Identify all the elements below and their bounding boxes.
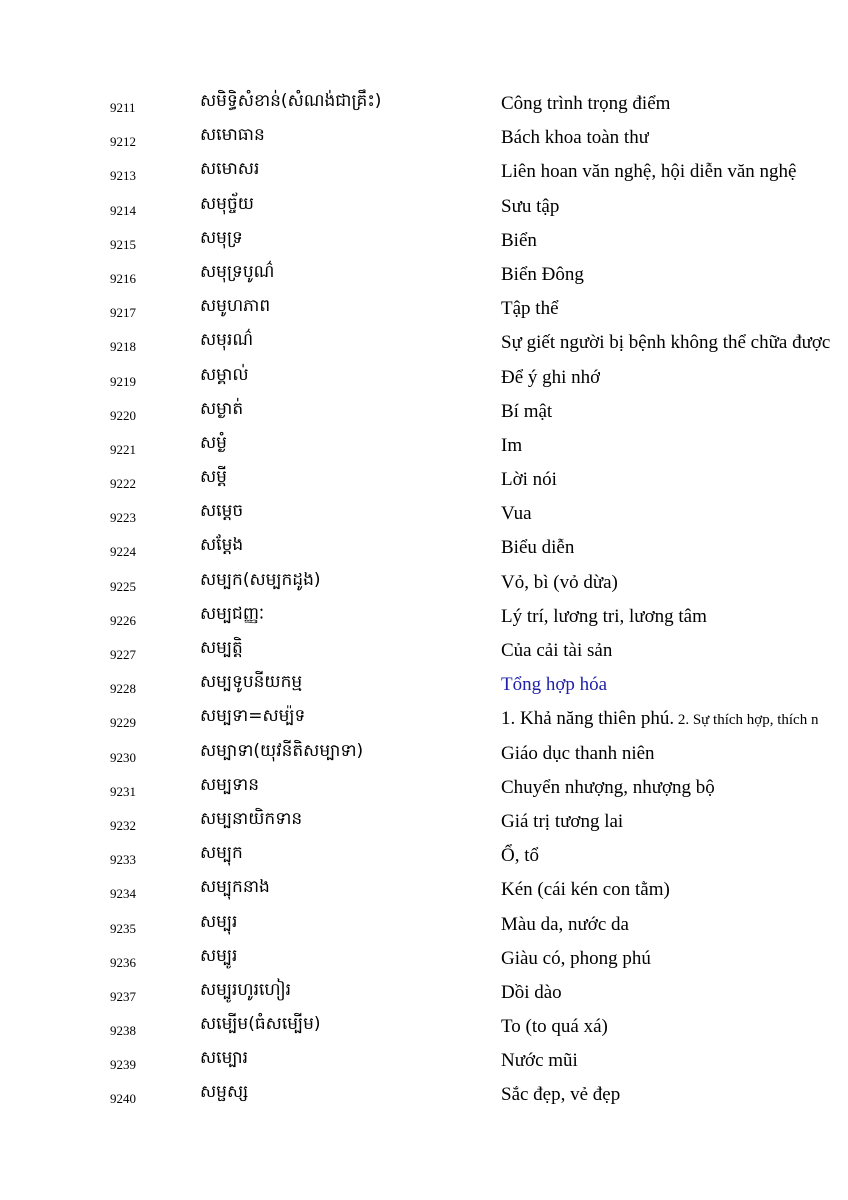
dictionary-entry [0, 325, 848, 359]
entry-number: 9232 [110, 817, 136, 833]
dictionary-entry [0, 189, 848, 223]
translation-text: Tổng hợp hóa [501, 674, 608, 696]
khmer-term: សម្បើម(ធំសម្បើម) [200, 1014, 321, 1035]
dictionary-entry [0, 907, 848, 941]
translation-text: Kén (cái kén con tằm) [501, 879, 670, 901]
khmer-term: សម្ដេច [200, 501, 244, 522]
entry-number: 9225 [110, 578, 136, 594]
khmer-term: សម្ងំ [200, 432, 227, 453]
translation-text: Sắc đẹp, vẻ đẹp [501, 1084, 621, 1106]
dictionary-entry [0, 872, 848, 906]
translation-text: Lý trí, lương tri, lương tâm [501, 605, 707, 627]
translation-text: Chuyển nhượng, nhượng bộ [501, 776, 715, 798]
entry-number: 9220 [110, 407, 136, 423]
vietnamese-translation [501, 434, 522, 458]
translation-text: Im [501, 434, 523, 456]
entry-number: 9213 [110, 168, 136, 184]
dictionary-entry [0, 394, 848, 428]
translation-text: Công trình trọng điểm [501, 93, 671, 114]
vietnamese-translation [501, 776, 715, 800]
entry-number: 9211 [110, 100, 136, 115]
translation-text: 1. Khả năng thiên phú. [501, 708, 675, 730]
khmer-term: សម្បូរហូរហៀរ [200, 979, 292, 1000]
vietnamese-translation [501, 981, 562, 1005]
translation-text: Dồi dào [501, 981, 562, 1003]
entry-number: 9228 [110, 681, 136, 697]
vietnamese-translation [501, 536, 574, 560]
entry-number: 9229 [110, 715, 136, 731]
translation-text: Vua [501, 503, 532, 525]
translation-continuation: 2. Sự thích hợp, thích n [674, 712, 819, 729]
entry-number: 9235 [110, 920, 136, 936]
khmer-term: សម្បក(សម្បកដូង) [200, 569, 321, 590]
entry-number: 9234 [110, 886, 136, 902]
khmer-term: សម្ផស្ស [200, 1082, 249, 1103]
khmer-term: សមិទ្ធិសំខាន់(សំណង់ជាគ្រឹះ) [200, 91, 382, 111]
dictionary-entry [0, 291, 848, 325]
dictionary-entry [0, 667, 848, 701]
vietnamese-translation [501, 331, 830, 355]
entry-number: 9222 [110, 476, 136, 492]
translation-text: Biển Đông [501, 263, 584, 285]
entry-number: 9212 [110, 134, 136, 150]
khmer-term: សម្បជញ្ញៈ [200, 603, 265, 624]
translation-text: Vỏ, bì (vỏ dừa) [501, 571, 618, 593]
vietnamese-translation [501, 1015, 608, 1039]
translation-text: To (to quá xá) [501, 1016, 608, 1038]
translation-text: Lời nói [501, 469, 557, 491]
entry-number: 9216 [110, 270, 136, 286]
dictionary-entry [0, 736, 848, 770]
khmer-term: សមោធាន [200, 125, 265, 146]
entry-number: 9226 [110, 612, 136, 628]
vietnamese-translation [501, 605, 707, 629]
dictionary-entry [0, 223, 848, 257]
dictionary-entry [0, 941, 848, 975]
dictionary-entry [0, 770, 848, 804]
translation-text: Giáo dục thanh niên [501, 742, 655, 764]
translation-text: Màu da, nước da [501, 913, 629, 935]
entry-number: 9236 [110, 954, 136, 970]
entry-number: 9217 [110, 305, 136, 321]
khmer-term: សមុច្ច័យ [200, 193, 254, 214]
vietnamese-translation [501, 639, 612, 663]
khmer-term: សម្បទូបនីយកម្ម [200, 672, 303, 693]
dictionary-entry [0, 599, 848, 633]
dictionary-entry [0, 257, 848, 291]
vietnamese-translation [501, 878, 670, 902]
entry-number: 9223 [110, 510, 136, 526]
vietnamese-translation [501, 947, 651, 971]
entry-number: 9239 [110, 1057, 136, 1073]
vietnamese-translation [501, 92, 670, 116]
translation-text: Liên hoan văn nghệ, hội diễn văn nghệ [501, 161, 797, 183]
entry-number: 9218 [110, 339, 136, 355]
entry-number: 9240 [110, 1091, 136, 1107]
entry-number: 9238 [110, 1023, 136, 1039]
dictionary-entry [0, 1009, 848, 1043]
vietnamese-translation [501, 263, 584, 287]
khmer-term: សម្បទា=សម្ប៉ទ [200, 706, 306, 727]
vietnamese-translation [501, 160, 796, 184]
translation-text: Ổ, tổ [501, 845, 539, 867]
dictionary-entry [0, 838, 848, 872]
vietnamese-translation [501, 126, 649, 150]
dictionary-entry [0, 975, 848, 1009]
vietnamese-translation [501, 297, 559, 321]
khmer-term: សម្បោរ [200, 1048, 248, 1069]
vietnamese-translation [501, 571, 618, 595]
translation-text: Sự giết người bị bệnh không thể chữa được [501, 332, 831, 354]
khmer-term: សម្បូរ [200, 945, 238, 966]
translation-text: Tập thể [501, 298, 559, 320]
vietnamese-translation [501, 400, 552, 424]
dictionary-entry [0, 633, 848, 667]
translation-text: Giá trị tương lai [501, 810, 624, 832]
khmer-term: សមុទ្របូណ៌ [200, 261, 275, 282]
translation-text: Sưu tập [501, 195, 560, 217]
dictionary-entry [0, 496, 848, 530]
khmer-term: សមុរណ៌ [200, 330, 254, 351]
entry-number: 9231 [110, 783, 136, 799]
translation-text: Để ý ghi nhớ [501, 366, 601, 388]
dictionary-entry [0, 565, 848, 599]
translation-text: Giàu có, phong phú [501, 947, 651, 969]
translation-text: Bí mật [501, 400, 553, 422]
vietnamese-translation [501, 366, 600, 390]
khmer-term: សម្បុក [200, 843, 243, 864]
translation-text: Của cải tài sản [501, 640, 613, 661]
translation-text: Biểu diễn [501, 537, 575, 559]
khmer-term: សមោសរ [200, 159, 260, 180]
vietnamese-translation [501, 810, 623, 834]
entry-number: 9214 [110, 202, 136, 218]
dictionary-entry [0, 1043, 848, 1077]
dictionary-entry [0, 804, 848, 838]
khmer-term: សម្បនាយិកទាន [200, 808, 303, 829]
vietnamese-translation [501, 707, 818, 732]
vietnamese-translation [501, 913, 629, 937]
vietnamese-translation [501, 742, 655, 766]
entry-number: 9233 [110, 852, 136, 868]
vietnamese-translation [501, 1083, 620, 1107]
dictionary-entry [0, 154, 848, 188]
entry-number: 9237 [110, 988, 136, 1004]
entry-number: 9215 [110, 236, 136, 252]
vietnamese-translation [501, 468, 557, 492]
translation-text: Bách khoa toàn thư [501, 127, 650, 149]
entry-number: 9227 [110, 647, 136, 662]
vietnamese-translation [501, 844, 539, 868]
dictionary-entry [0, 462, 848, 496]
entry-number: 9221 [110, 441, 136, 457]
khmer-term: សម្ងាត់ [200, 398, 244, 419]
khmer-term: សម្បទាន [200, 774, 260, 795]
dictionary-entry [0, 120, 848, 154]
dictionary-entry [0, 428, 848, 462]
entry-number: 9230 [110, 749, 136, 765]
dictionary-entry [0, 86, 848, 120]
khmer-term: សម្បុកនាង [200, 877, 270, 898]
entry-number: 9224 [110, 544, 136, 560]
dictionary-entry [0, 360, 848, 394]
dictionary-entry [0, 530, 848, 564]
translation-text: Nước mũi [501, 1050, 578, 1072]
khmer-term: សម្បុរ [200, 911, 238, 932]
vietnamese-translation [501, 195, 559, 219]
khmer-term: សម្ដី [200, 467, 227, 488]
khmer-term: សម្ដែង [200, 535, 244, 556]
entry-number: 9219 [110, 373, 136, 389]
khmer-term: សម្បត្តិ [200, 638, 243, 658]
vietnamese-translation [501, 229, 537, 253]
khmer-term: សម្គាល់ [200, 364, 249, 385]
khmer-term: សម្បាទា(យុវនីតិសម្បាទា) [200, 740, 364, 761]
khmer-term: សមុទ្រ [200, 227, 243, 248]
dictionary-entry [0, 1077, 848, 1111]
translation-text: Biển [501, 229, 537, 251]
vietnamese-translation[interactable] [501, 673, 607, 697]
vietnamese-translation [501, 502, 532, 526]
khmer-term: សមូហភាព [200, 296, 271, 317]
dictionary-entries [0, 86, 848, 1112]
dictionary-entry [0, 701, 848, 735]
vietnamese-translation [501, 1049, 578, 1073]
